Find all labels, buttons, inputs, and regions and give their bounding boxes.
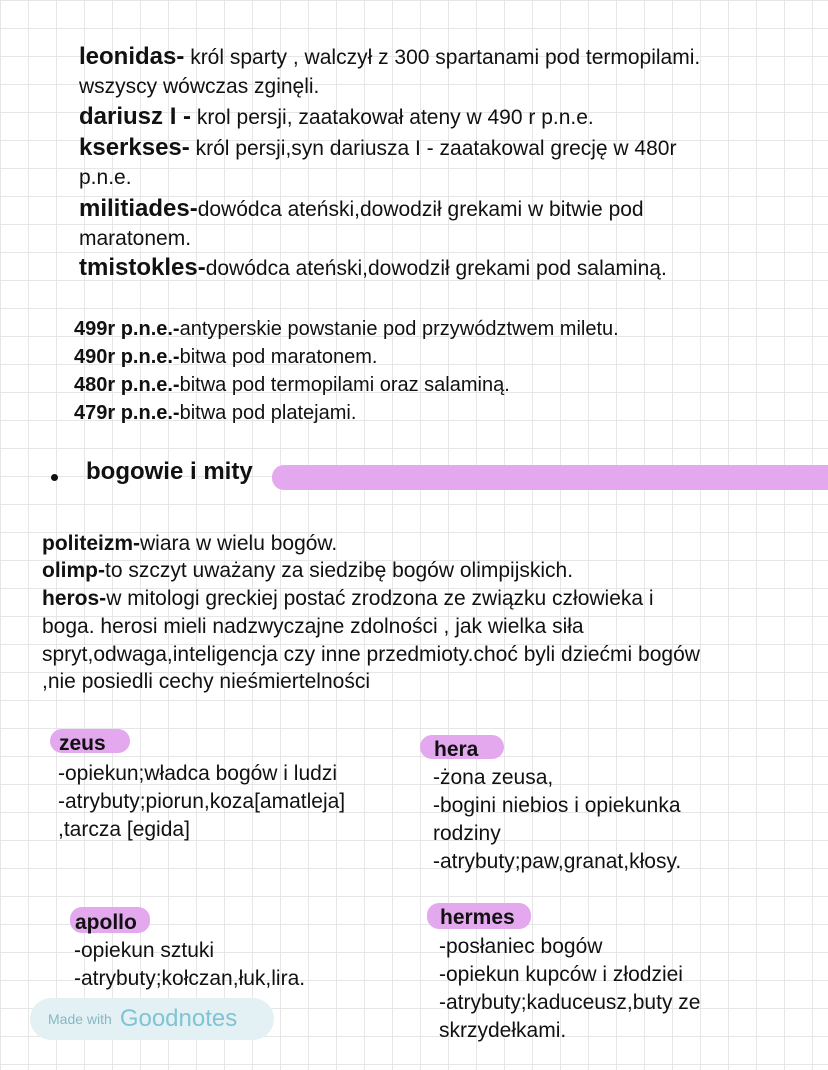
heading-highlight — [272, 465, 828, 490]
definition-cont: ,nie posiedli cechy nieśmiertelności — [42, 670, 370, 693]
god-name: hermes — [440, 906, 515, 929]
person-desc: dowódca ateński,dowodził grekami w bitwie pod — [197, 198, 644, 221]
date-row — [74, 399, 356, 427]
definition-cont: spryt,odwaga,inteligencja czy inne przedmioty.choć byli dziećmi bogów — [42, 643, 700, 666]
god-attr-line: skrzydełkami. — [439, 1019, 567, 1042]
date-label: 480r p.n.e.- — [74, 374, 180, 396]
definition-desc: to szczyt uważany za siedzibę bogów olimpijskich. — [105, 559, 574, 582]
god-attr-line: -posłaniec bogów — [439, 935, 603, 958]
definition-row — [42, 556, 573, 586]
watermark-brand: Goodnotes — [119, 1005, 238, 1032]
person-name: tmistokles- — [79, 254, 206, 281]
god-attr-line: -opiekun sztuki — [74, 939, 215, 962]
person-name: militiades- — [79, 195, 198, 222]
person-desc: krol persji, zaatakował ateny w 490 r p.n.e. — [191, 106, 594, 129]
god-attr-line: ,tarcza [egida] — [58, 818, 190, 841]
person-desc: dowódca ateński,dowodził grekami pod salaminą. — [205, 257, 667, 280]
date-desc: bitwa pod maratonem. — [179, 346, 378, 368]
date-row — [74, 315, 619, 343]
date-desc: bitwa pod termopilami oraz salaminą. — [179, 374, 510, 396]
definition-desc: wiara w wielu bogów. — [140, 532, 338, 555]
section-heading: bogowie i mity — [86, 458, 253, 485]
person-desc-cont: wszyscy wówczas zginęli. — [79, 75, 320, 98]
watermark-prefix: Made with — [48, 1011, 112, 1027]
person-tmistokles — [79, 253, 667, 284]
person-desc: król sparty , walczył z 300 spartanami pod termopilami. — [184, 46, 701, 69]
person-desc: król persji,syn dariusza I - zaatakowal grecję w 480r — [189, 137, 677, 160]
person-kserkses — [79, 133, 676, 164]
definition-term: olimp- — [42, 559, 105, 582]
date-label: 499r p.n.e.- — [74, 318, 180, 340]
definition-term: heros- — [42, 587, 107, 610]
person-name: dariusz I - — [79, 103, 192, 130]
god-attr-line: -opiekun;władca bogów i ludzi — [58, 762, 337, 785]
bullet-icon — [51, 474, 58, 481]
person-desc-cont: maratonem. — [79, 227, 192, 250]
god-attr-line: -atrybuty;paw,granat,kłosy. — [433, 850, 682, 873]
date-label: 479r p.n.e.- — [74, 402, 180, 424]
date-desc: antyperskie powstanie pod przywództwem miletu. — [179, 318, 619, 340]
person-dariusz — [79, 102, 594, 133]
god-attr-line: -bogini niebios i opiekunka — [433, 794, 681, 817]
god-name: zeus — [59, 732, 106, 755]
god-attr-line: rodziny — [433, 822, 501, 845]
definition-cont: boga. herosi mieli nadzwyczajne zdolności , jak wielka siła — [42, 615, 584, 638]
definition-desc: w mitologi greckiej postać zrodzona ze związku człowieka i — [106, 587, 654, 610]
date-label: 490r p.n.e.- — [74, 346, 180, 368]
person-name: leonidas- — [79, 43, 185, 70]
god-name: hera — [434, 738, 479, 761]
person-name: kserkses- — [79, 134, 190, 161]
definition-row — [42, 529, 337, 559]
god-attr-line: -atrybuty;kołczan,łuk,lira. — [74, 967, 306, 990]
person-desc-cont: p.n.e. — [79, 166, 132, 189]
person-leonidas — [79, 42, 700, 73]
god-attr-line: -żona zeusa, — [433, 766, 554, 789]
definition-term: politeizm- — [42, 532, 140, 555]
date-desc: bitwa pod platejami. — [179, 402, 357, 424]
god-name: apollo — [75, 911, 137, 934]
date-row — [74, 371, 510, 399]
god-attr-line: -atrybuty;piorun,koza[amatleja] — [58, 790, 346, 813]
date-row — [74, 343, 378, 371]
goodnotes-watermark — [30, 998, 274, 1040]
god-attr-line: -opiekun kupców i złodziei — [439, 963, 683, 986]
person-militiades — [79, 194, 644, 225]
god-attr-line: -atrybuty;kaduceusz,buty ze — [439, 991, 701, 1014]
definition-row — [42, 584, 654, 614]
